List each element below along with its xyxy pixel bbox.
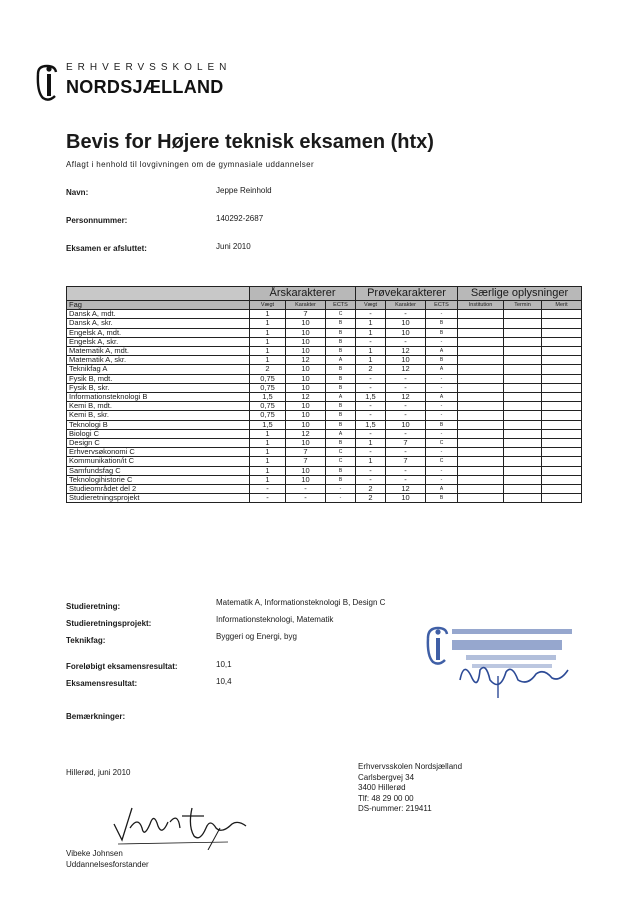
special-info-cell [504, 411, 542, 420]
school-name-line1: ERHVERVSSKOLEN [66, 62, 232, 73]
grade-cell: 10 [386, 356, 426, 365]
sub-header: Vægt [356, 301, 386, 310]
grade-cell: B [426, 328, 458, 337]
grade-cell: B [326, 374, 356, 383]
subject-cell: Design C [67, 439, 250, 448]
grade-cell: 1 [356, 356, 386, 365]
grade-cell: 1 [356, 457, 386, 466]
grade-cell: 2 [356, 485, 386, 494]
srp-value: Informationsteknologi, Matematik [216, 615, 334, 624]
special-info-cell [542, 439, 582, 448]
special-info-cell [504, 365, 542, 374]
grade-cell: 1 [250, 356, 286, 365]
subject-cell: Teknologi B [67, 420, 250, 429]
sub-header: ECTS [426, 301, 458, 310]
grade-cell: B [326, 365, 356, 374]
special-info-cell [542, 475, 582, 484]
grade-cell: 0,75 [250, 411, 286, 420]
grade-cell: 12 [386, 365, 426, 374]
grade-cell: 12 [386, 347, 426, 356]
grade-cell: 1 [250, 429, 286, 438]
fag-header: Fag [67, 301, 250, 310]
grade-cell: - [426, 310, 458, 319]
school-name-line2: NORDSJÆLLAND [66, 77, 224, 97]
remarks-label: Bemærkninger: [66, 712, 126, 721]
address-line: Erhvervsskolen Nordsjælland [358, 762, 463, 771]
special-info-cell [458, 448, 504, 457]
document-title: Bevis for Højere teknisk eksamen (htx) [66, 131, 434, 153]
special-info-cell [458, 347, 504, 356]
special-info-cell [458, 429, 504, 438]
special-info-cell [504, 420, 542, 429]
grade-cell: 7 [386, 457, 426, 466]
grade-cell: 12 [386, 393, 426, 402]
cpr-value: 140292-2687 [216, 214, 264, 223]
special-info-cell [542, 365, 582, 374]
table-row [67, 457, 582, 466]
grade-cell: A [326, 393, 356, 402]
table-row [67, 347, 582, 356]
table-row [67, 448, 582, 457]
grade-cell: - [426, 374, 458, 383]
grade-cell: - [386, 310, 426, 319]
grade-cell: 12 [286, 356, 326, 365]
grade-cell: 1,5 [250, 420, 286, 429]
grade-cell: B [326, 347, 356, 356]
name-value: Jeppe Reinhold [216, 186, 272, 195]
table-row [67, 319, 582, 328]
special-info-cell [542, 485, 582, 494]
special-info-cell [542, 374, 582, 383]
special-info-cell [504, 494, 542, 503]
special-info-cell [542, 347, 582, 356]
special-info-cell [542, 383, 582, 392]
subject-cell: Matematik A, mdt. [67, 347, 250, 356]
grade-cell: 10 [286, 374, 326, 383]
special-info-cell [458, 457, 504, 466]
subject-cell: Dansk A, skr. [67, 319, 250, 328]
grades-table [66, 286, 582, 503]
subject-cell: Dansk A, mdt. [67, 310, 250, 319]
teknikfag-label: Teknikfag: [66, 636, 106, 645]
table-row [67, 402, 582, 411]
grade-cell: 1,5 [356, 420, 386, 429]
subject-cell: Teknikfag A [67, 365, 250, 374]
grade-cell: 1 [250, 457, 286, 466]
completed-label: Eksamen er afsluttet: [66, 244, 147, 253]
grade-cell: 10 [286, 402, 326, 411]
address-line: Carlsbergvej 34 [358, 772, 415, 782]
subject-cell: Engelsk A, skr. [67, 337, 250, 346]
special-info-cell [542, 337, 582, 346]
grade-cell: - [426, 402, 458, 411]
sub-header: ECTS [326, 301, 356, 310]
grade-cell: - [386, 374, 426, 383]
document-subtitle: Aflagt i henhold til lovgivningen om de gymnasiale uddannelser [66, 160, 315, 169]
grade-cell: 10 [286, 347, 326, 356]
grade-cell: 1 [250, 310, 286, 319]
signer-name: Vibeke Johnsen [66, 849, 123, 858]
table-row [67, 374, 582, 383]
grade-cell: - [356, 429, 386, 438]
table-row [67, 494, 582, 503]
grade-cell: B [426, 319, 458, 328]
grade-cell: B [326, 439, 356, 448]
grade-cell: 1,5 [250, 393, 286, 402]
grade-cell: 1 [250, 328, 286, 337]
grade-cell: - [250, 494, 286, 503]
grade-cell: - [356, 411, 386, 420]
table-row [67, 429, 582, 438]
special-info-cell [504, 466, 542, 475]
grade-cell: - [286, 494, 326, 503]
grade-cell: 0,75 [250, 383, 286, 392]
special-info-cell [504, 429, 542, 438]
special-info-cell [542, 448, 582, 457]
special-info-cell [504, 448, 542, 457]
sub-header: Karakter [386, 301, 426, 310]
grade-cell: 7 [286, 310, 326, 319]
subject-cell: Fysik B, mdt. [67, 374, 250, 383]
grade-cell: 10 [286, 337, 326, 346]
table-row [67, 475, 582, 484]
special-info-cell [542, 310, 582, 319]
grade-cell: 7 [286, 448, 326, 457]
special-info-cell [542, 466, 582, 475]
special-info-cell [542, 328, 582, 337]
grade-cell: 2 [356, 365, 386, 374]
special-info-cell [542, 494, 582, 503]
grade-cell: 12 [386, 485, 426, 494]
table-row [67, 383, 582, 392]
signature-icon [108, 798, 248, 850]
grade-cell: 1 [356, 347, 386, 356]
special-info-cell [458, 494, 504, 503]
special-info-cell [458, 356, 504, 365]
grade-cell: B [326, 420, 356, 429]
grade-cell: B [426, 356, 458, 365]
grade-cell: 1 [250, 319, 286, 328]
subject-cell: Kommunikation/it C [67, 457, 250, 466]
grade-cell: - [326, 485, 356, 494]
grade-cell: 1 [356, 439, 386, 448]
special-info-cell [504, 347, 542, 356]
table-row [67, 365, 582, 374]
group-header-saerlige: Særlige oplysninger [458, 287, 582, 301]
special-info-cell [504, 457, 542, 466]
special-info-cell [458, 402, 504, 411]
special-info-cell [504, 475, 542, 484]
grade-cell: - [426, 475, 458, 484]
subject-cell: Fysik B, skr. [67, 383, 250, 392]
grade-cell: 0,75 [250, 402, 286, 411]
grade-cell: 7 [386, 439, 426, 448]
grade-cell: 10 [386, 420, 426, 429]
grade-cell: B [326, 337, 356, 346]
sub-header-row [67, 301, 582, 310]
school-logo-icon [35, 62, 61, 102]
grade-cell: - [426, 429, 458, 438]
special-info-cell [542, 411, 582, 420]
grade-cell: 1 [250, 448, 286, 457]
grade-cell: 10 [386, 328, 426, 337]
grade-cell: B [326, 402, 356, 411]
grade-cell: A [326, 429, 356, 438]
table-row [67, 439, 582, 448]
grade-cell: 10 [286, 475, 326, 484]
table-row [67, 356, 582, 365]
final-result-value: 10,4 [216, 677, 232, 686]
grade-cell: A [426, 347, 458, 356]
grade-cell: - [386, 429, 426, 438]
sub-header: Institution [458, 301, 504, 310]
grade-cell: - [426, 337, 458, 346]
grade-cell: - [356, 374, 386, 383]
grade-cell: - [356, 402, 386, 411]
subject-cell: Samfundsfag C [67, 466, 250, 475]
grade-cell: 10 [286, 328, 326, 337]
grade-cell: C [426, 439, 458, 448]
grade-cell: - [426, 411, 458, 420]
final-result-label: Eksamensresultat: [66, 679, 138, 688]
grade-cell: C [326, 310, 356, 319]
special-info-cell [458, 466, 504, 475]
grade-cell: - [426, 448, 458, 457]
special-info-cell [458, 439, 504, 448]
grade-cell: B [326, 319, 356, 328]
subject-cell: Kemi B, skr. [67, 411, 250, 420]
special-info-cell [504, 328, 542, 337]
grade-cell: A [426, 365, 458, 374]
grade-cell: - [356, 466, 386, 475]
grade-cell: - [356, 448, 386, 457]
special-info-cell [458, 310, 504, 319]
grade-cell: - [386, 466, 426, 475]
grade-cell: - [386, 411, 426, 420]
grade-cell: 1 [250, 337, 286, 346]
subject-cell: Engelsk A, mdt. [67, 328, 250, 337]
grade-cell: - [356, 383, 386, 392]
special-info-cell [504, 356, 542, 365]
grade-cell: 2 [356, 494, 386, 503]
grade-cell: B [426, 420, 458, 429]
grade-cell: 1 [250, 439, 286, 448]
grade-cell: A [326, 356, 356, 365]
grade-cell: 1 [250, 347, 286, 356]
grade-cell: 10 [386, 494, 426, 503]
grade-cell: 10 [286, 365, 326, 374]
grade-cell: - [386, 337, 426, 346]
grade-cell: B [326, 475, 356, 484]
grade-cell: 2 [250, 365, 286, 374]
table-row [67, 420, 582, 429]
grade-cell: - [250, 485, 286, 494]
grade-cell: 1 [250, 475, 286, 484]
grade-cell: - [356, 475, 386, 484]
table-row [67, 337, 582, 346]
grade-cell: 12 [286, 393, 326, 402]
special-info-cell [458, 475, 504, 484]
table-row [67, 310, 582, 319]
school-stamp-icon [420, 620, 576, 700]
special-info-cell [504, 439, 542, 448]
grade-cell: A [426, 393, 458, 402]
completed-value: Juni 2010 [216, 242, 251, 251]
special-info-cell [458, 383, 504, 392]
table-row [67, 485, 582, 494]
special-info-cell [542, 420, 582, 429]
grade-cell: - [386, 475, 426, 484]
subject-cell: Studieretningsprojekt [67, 494, 250, 503]
place-date: Hillerød, juni 2010 [66, 768, 131, 777]
grade-cell: A [426, 485, 458, 494]
grade-cell: - [426, 466, 458, 475]
grade-cell: 1 [356, 319, 386, 328]
special-info-cell [542, 393, 582, 402]
table-row [67, 328, 582, 337]
grade-cell: 10 [286, 466, 326, 475]
special-info-cell [504, 319, 542, 328]
grade-cell: - [356, 310, 386, 319]
special-info-cell [458, 420, 504, 429]
group-header-row [67, 287, 582, 301]
table-row [67, 466, 582, 475]
header-blank [67, 287, 250, 301]
subject-cell: Matematik A, skr. [67, 356, 250, 365]
grade-cell: - [286, 485, 326, 494]
address-line: 3400 Hillerød [358, 783, 406, 792]
group-header-aars: Årskarakterer [250, 287, 356, 301]
name-label: Navn: [66, 188, 89, 197]
special-info-cell [542, 402, 582, 411]
signer-title: Uddannelsesforstander [66, 860, 149, 869]
special-info-cell [458, 328, 504, 337]
grade-cell: - [326, 494, 356, 503]
address-line: Tlf: 48 29 00 00 [358, 793, 414, 803]
special-info-cell [458, 374, 504, 383]
grade-cell: 10 [286, 439, 326, 448]
special-info-cell [458, 393, 504, 402]
grade-cell: 10 [386, 319, 426, 328]
srp-label: Studieretningsprojekt: [66, 619, 152, 628]
special-info-cell [542, 356, 582, 365]
special-info-cell [504, 485, 542, 494]
special-info-cell [458, 485, 504, 494]
special-info-cell [504, 402, 542, 411]
grade-cell: 12 [286, 429, 326, 438]
subject-cell: Biologi C [67, 429, 250, 438]
grade-cell: B [326, 411, 356, 420]
special-info-cell [504, 337, 542, 346]
subject-cell: Teknologihistorie C [67, 475, 250, 484]
grade-cell: 10 [286, 411, 326, 420]
preliminary-result-value: 10,1 [216, 660, 232, 669]
grade-cell: 10 [286, 383, 326, 392]
grade-cell: - [386, 448, 426, 457]
grade-cell: C [426, 457, 458, 466]
special-info-cell [504, 393, 542, 402]
grade-cell: 1,5 [356, 393, 386, 402]
special-info-cell [504, 374, 542, 383]
teknikfag-value: Byggeri og Energi, byg [216, 632, 297, 641]
special-info-cell [458, 411, 504, 420]
special-info-cell [542, 457, 582, 466]
address-line: DS-nummer: 219411 [358, 804, 432, 813]
cpr-label: Personnummer: [66, 216, 128, 225]
sub-header: Termin [504, 301, 542, 310]
studieretning-label: Studieretning: [66, 602, 121, 611]
special-info-cell [542, 319, 582, 328]
grade-cell: - [386, 383, 426, 392]
special-info-cell [542, 429, 582, 438]
grade-cell: C [326, 448, 356, 457]
special-info-cell [458, 365, 504, 374]
preliminary-result-label: Foreløbigt eksamensresultat: [66, 662, 178, 671]
subject-cell: Kemi B, mdt. [67, 402, 250, 411]
sub-header: Karakter [286, 301, 326, 310]
grade-cell: B [426, 494, 458, 503]
studieretning-value: Matematik A, Informationsteknologi B, Design C [216, 598, 386, 607]
special-info-cell [504, 310, 542, 319]
special-info-cell [458, 319, 504, 328]
address-block [358, 762, 462, 815]
grade-cell: 10 [286, 319, 326, 328]
grade-cell: 7 [286, 457, 326, 466]
grade-cell: 10 [286, 420, 326, 429]
grade-cell: B [326, 383, 356, 392]
subject-cell: Informationsteknologi B [67, 393, 250, 402]
sub-header: Vægt [250, 301, 286, 310]
table-row [67, 411, 582, 420]
sub-header: Merit [542, 301, 582, 310]
special-info-cell [504, 383, 542, 392]
table-row [67, 393, 582, 402]
grade-cell: B [326, 466, 356, 475]
grade-cell: B [326, 328, 356, 337]
grade-cell: - [426, 383, 458, 392]
grade-cell: C [326, 457, 356, 466]
grade-cell: 1 [250, 466, 286, 475]
subject-cell: Studieområdet del 2 [67, 485, 250, 494]
subject-cell: Erhvervsøkonomi C [67, 448, 250, 457]
group-header-proeve: Prøvekarakterer [356, 287, 458, 301]
grade-cell: 1 [356, 328, 386, 337]
grade-cell: 0,75 [250, 374, 286, 383]
grade-cell: - [356, 337, 386, 346]
special-info-cell [458, 337, 504, 346]
grade-cell: - [386, 402, 426, 411]
